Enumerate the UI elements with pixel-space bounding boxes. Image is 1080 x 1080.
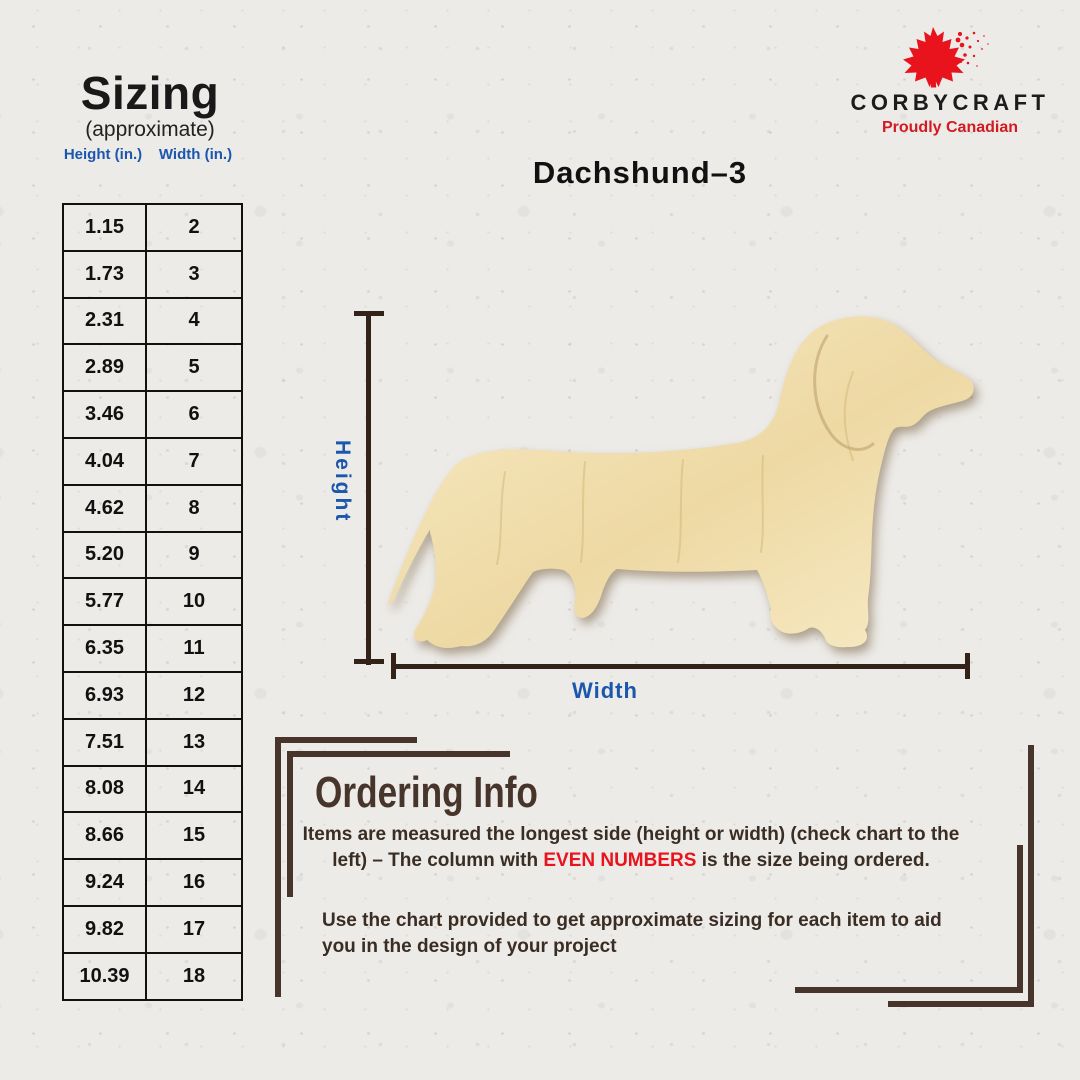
height-cell: 1.73: [63, 251, 146, 298]
width-cell: 15: [146, 812, 242, 859]
width-line: [393, 664, 970, 669]
height-cell: 6.93: [63, 672, 146, 719]
table-row: [63, 719, 242, 766]
width-cell: 8: [146, 485, 242, 532]
height-cell: 1.15: [63, 204, 146, 251]
table-row: [63, 625, 242, 672]
table-row: [63, 578, 242, 625]
width-cell: 7: [146, 438, 242, 485]
table-row: [63, 485, 242, 532]
width-cell: 2: [146, 204, 242, 251]
width-cell: 3: [146, 251, 242, 298]
width-label: Width: [572, 678, 638, 703]
height-cell: 8.08: [63, 766, 146, 813]
height-cell: 9.82: [63, 906, 146, 953]
table-row: [63, 672, 242, 719]
height-cell: 2.89: [63, 344, 146, 391]
table-row: [63, 251, 242, 298]
width-cell: 4: [146, 298, 242, 345]
width-line-left-cap: [391, 653, 396, 679]
height-cell: 4.62: [63, 485, 146, 532]
dachshund-cutout: [385, 310, 980, 655]
height-column-header: Height (in.): [63, 146, 143, 163]
height-line-bottom-cap: [354, 659, 384, 664]
sizing-subtitle: (approximate): [85, 118, 215, 141]
table-row: [63, 391, 242, 438]
sizing-table: [62, 203, 243, 1001]
width-cell: 16: [146, 859, 242, 906]
height-cell: 3.46: [63, 391, 146, 438]
height-cell: 10.39: [63, 953, 146, 1000]
height-cell: 6.35: [63, 625, 146, 672]
height-cell: 9.24: [63, 859, 146, 906]
table-row: [63, 532, 242, 579]
width-cell: 6: [146, 391, 242, 438]
height-cell: 5.20: [63, 532, 146, 579]
brand-name: CORBYCRAFT: [850, 90, 1050, 115]
width-cell: 11: [146, 625, 242, 672]
ordering-info-title: Ordering Info: [315, 768, 538, 817]
table-row: [63, 906, 242, 953]
height-cell: 7.51: [63, 719, 146, 766]
ordering-paragraph-1: [300, 822, 962, 874]
width-cell: 13: [146, 719, 242, 766]
height-cell: 8.66: [63, 812, 146, 859]
sizing-title: Sizing: [80, 67, 220, 119]
brand-logo: [845, 26, 1055, 137]
table-row: [63, 298, 242, 345]
width-line-right-cap: [965, 653, 970, 679]
even-numbers-highlight: EVEN NUMBERS: [543, 850, 697, 872]
height-cell: 5.77: [63, 578, 146, 625]
width-column-header: Width (in.): [158, 146, 233, 163]
height-cell: 4.04: [63, 438, 146, 485]
table-row: [63, 344, 242, 391]
product-title: Dachshund–3: [532, 155, 748, 190]
table-row: [63, 859, 242, 906]
ordering-p1-text-after: is the size being ordered.: [696, 850, 930, 872]
maple-leaf-icon: [894, 26, 1006, 88]
height-cell: 2.31: [63, 298, 146, 345]
height-line: [366, 313, 371, 665]
width-cell: 12: [146, 672, 242, 719]
table-row: [63, 812, 242, 859]
width-cell: 14: [146, 766, 242, 813]
ordering-paragraph-2: Use the chart provided to get approximate sizing for each item to aid you in the design of your project: [322, 910, 942, 958]
width-cell: 17: [146, 906, 242, 953]
ordering-p1-text: Items are measured the longest side (height or width) (check chart to the left) – The column with: [302, 824, 960, 872]
table-row: [63, 204, 242, 251]
width-cell: 18: [146, 953, 242, 1000]
table-row: [63, 438, 242, 485]
table-row: [63, 953, 242, 1000]
width-cell: 10: [146, 578, 242, 625]
width-cell: 5: [146, 344, 242, 391]
height-label: Height: [331, 440, 354, 524]
brand-tagline: Proudly Canadian: [881, 119, 1019, 136]
height-line-top-cap: [354, 311, 384, 316]
table-row: [63, 766, 242, 813]
width-cell: 9: [146, 532, 242, 579]
